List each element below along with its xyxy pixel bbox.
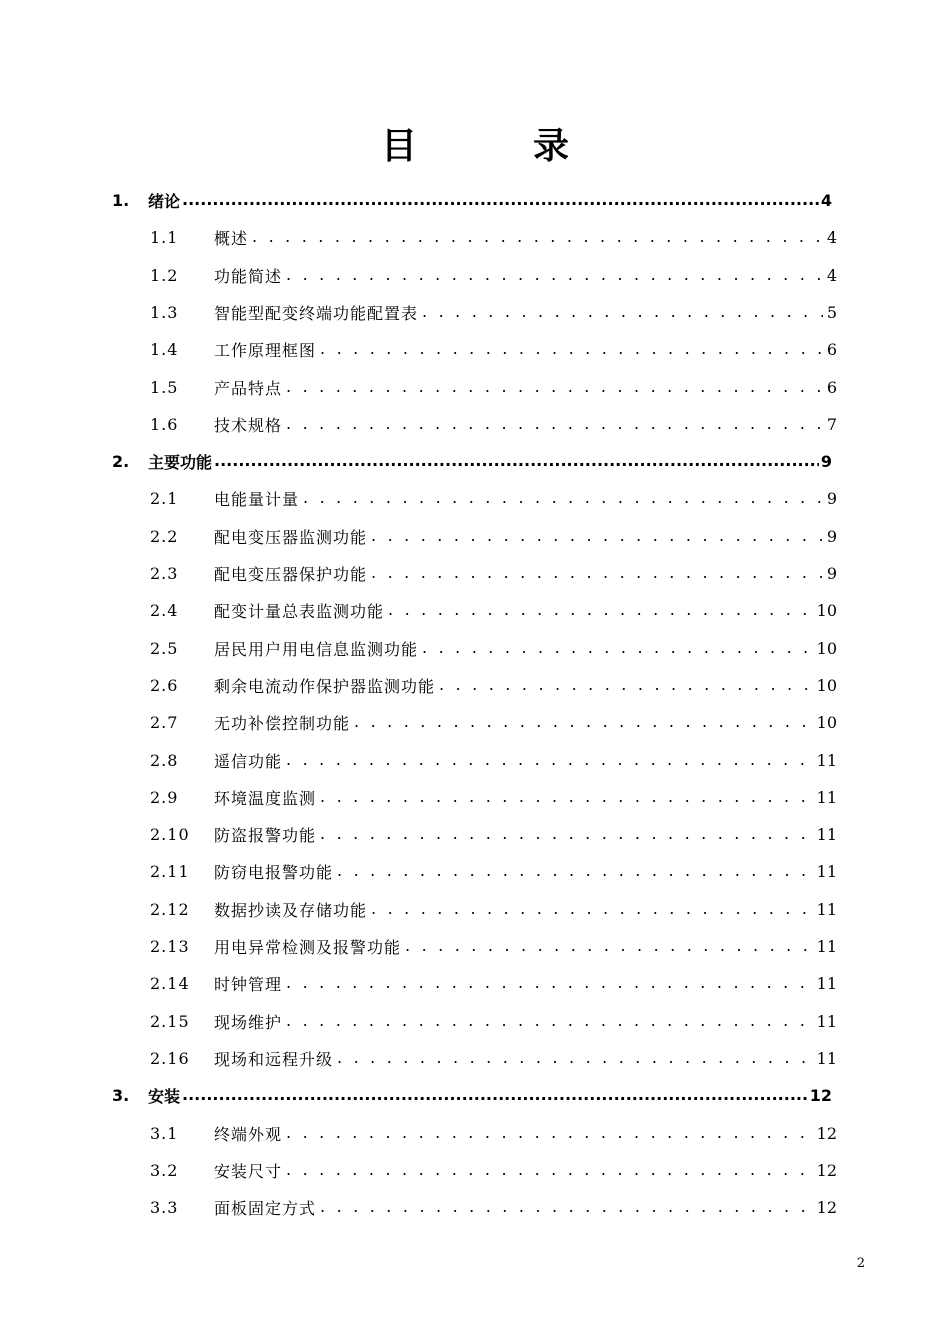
toc-entry-number: 1.5 bbox=[150, 377, 179, 397]
toc-entry-page: 11 bbox=[816, 899, 837, 919]
toc-entry-page: 11 bbox=[816, 825, 837, 845]
toc-leader-dots bbox=[286, 1003, 813, 1040]
toc-entry-number: 2.11 bbox=[150, 862, 190, 882]
toc-leader-dots bbox=[214, 443, 819, 480]
toc-entry-title: 防窃电报警功能 bbox=[214, 863, 334, 883]
toc-entry-page: 11 bbox=[816, 862, 837, 882]
toc-section-entry[interactable] bbox=[150, 891, 837, 928]
toc-entry-number: 3.1 bbox=[150, 1123, 179, 1143]
toc-entry-number: 2.9 bbox=[150, 787, 179, 807]
toc-leader-dots bbox=[320, 816, 813, 853]
toc-entry-number: 3.2 bbox=[150, 1160, 179, 1180]
toc-section-entry[interactable] bbox=[150, 779, 837, 816]
toc-entry-title: 安装 bbox=[148, 1087, 181, 1107]
toc-entry-title: 产品特点 bbox=[214, 378, 283, 398]
toc-entry-number: 1.3 bbox=[150, 302, 179, 322]
toc-leader-dots bbox=[286, 257, 823, 294]
toc-leader-dots bbox=[286, 965, 813, 1002]
toc-leader-dots bbox=[286, 406, 823, 443]
toc-entry-title: 配变计量总表监测功能 bbox=[214, 602, 385, 622]
page-title: 目 录 bbox=[380, 126, 609, 167]
toc-entry-number: 2.13 bbox=[150, 937, 190, 956]
toc-section-entry[interactable] bbox=[150, 369, 837, 406]
toc-section-entry[interactable] bbox=[150, 1040, 837, 1077]
toc-entry-title: 工作原理框图 bbox=[214, 341, 317, 361]
toc-leader-dots bbox=[388, 592, 813, 629]
toc-leader-dots bbox=[182, 182, 819, 219]
toc-leader-dots bbox=[371, 891, 813, 928]
toc-leader-dots bbox=[320, 1189, 813, 1226]
toc-section-entry[interactable] bbox=[150, 1115, 837, 1152]
toc-entry-number: 2.15 bbox=[150, 1011, 190, 1031]
toc-entry-page: 12 bbox=[816, 1198, 837, 1218]
toc-entry-page: 11 bbox=[816, 974, 837, 994]
toc-entry-title: 剩余电流动作保护器监测功能 bbox=[214, 676, 436, 696]
toc-entry-number: 3.3 bbox=[150, 1198, 179, 1218]
toc-entry-title: 面板固定方式 bbox=[214, 1199, 317, 1219]
toc-leader-dots bbox=[286, 1115, 813, 1152]
toc-entry-page: 6 bbox=[826, 377, 837, 397]
toc-entry-title: 用电异常检测及报警功能 bbox=[214, 938, 402, 957]
toc-section-entry[interactable] bbox=[150, 219, 837, 256]
toc-entry-number: 2.8 bbox=[150, 750, 179, 770]
toc-section-entry[interactable] bbox=[150, 1003, 837, 1040]
toc-entry-page: 12 bbox=[809, 1086, 832, 1106]
toc-entry-title: 主要功能 bbox=[148, 453, 213, 473]
toc-section-entry[interactable] bbox=[150, 853, 837, 890]
toc-entry-title: 环境温度监测 bbox=[214, 788, 317, 808]
toc-section-entry[interactable] bbox=[150, 1152, 837, 1189]
toc-leader-dots bbox=[422, 294, 823, 331]
toc-entry-title: 功能简述 bbox=[214, 266, 283, 286]
page-number: 2 bbox=[856, 1256, 865, 1271]
toc-section-entry[interactable] bbox=[150, 518, 837, 555]
toc-section-entry[interactable] bbox=[150, 742, 837, 779]
toc-section-entry[interactable] bbox=[150, 294, 837, 331]
toc-entry-number: 1.4 bbox=[150, 340, 179, 360]
toc-entry-title: 无功补偿控制功能 bbox=[214, 714, 351, 734]
toc-entry-number: 2.3 bbox=[150, 564, 179, 583]
toc-entry-title: 技术规格 bbox=[214, 415, 283, 435]
toc-entry-title: 绪论 bbox=[148, 192, 181, 211]
toc-entry-number: 2.7 bbox=[150, 713, 179, 733]
toc-entry-page: 4 bbox=[826, 228, 837, 248]
toc-entry-number: 2.5 bbox=[150, 638, 179, 658]
toc-section-entry[interactable] bbox=[150, 257, 837, 294]
toc-leader-dots bbox=[286, 1152, 813, 1189]
toc-section-entry[interactable] bbox=[150, 592, 837, 629]
toc-leader-dots bbox=[354, 704, 813, 741]
toc-entry-page: 9 bbox=[826, 489, 837, 509]
toc-entry-page: 10 bbox=[816, 713, 837, 733]
toc-entry-page: 10 bbox=[816, 601, 837, 621]
toc-entry-page: 9 bbox=[826, 526, 837, 546]
toc-leader-dots bbox=[252, 219, 823, 256]
toc-entry-page: 11 bbox=[816, 1048, 837, 1068]
toc-entry-title: 居民用户用电信息监测功能 bbox=[214, 639, 419, 659]
toc-entry-page: 11 bbox=[816, 750, 837, 770]
toc-leader-dots bbox=[371, 555, 823, 592]
toc-entry-title: 现场和远程升级 bbox=[214, 1049, 334, 1069]
toc-section-entry[interactable] bbox=[150, 816, 837, 853]
toc-entry-number: 1.1 bbox=[150, 228, 179, 248]
toc-leader-dots bbox=[422, 630, 813, 667]
toc-entry-title: 概述 bbox=[214, 229, 249, 249]
toc-leader-dots bbox=[320, 779, 813, 816]
toc-entry-title: 时钟管理 bbox=[214, 975, 283, 995]
toc-chapter-entry[interactable] bbox=[112, 182, 832, 219]
toc-entry-number: 2.12 bbox=[150, 899, 190, 919]
toc-entry-page: 11 bbox=[816, 787, 837, 807]
toc-entry-number: 2.2 bbox=[150, 526, 179, 546]
toc-section-entry[interactable] bbox=[150, 667, 837, 704]
toc-leader-dots bbox=[286, 742, 813, 779]
toc-entry-page: 4 bbox=[820, 191, 832, 210]
toc-entry-page: 11 bbox=[816, 937, 837, 956]
toc-entry-title: 遥信功能 bbox=[214, 751, 283, 771]
toc-entry-title: 现场维护 bbox=[214, 1012, 283, 1032]
toc-entry-number: 2. bbox=[112, 452, 130, 472]
toc-entry-title: 配电变压器监测功能 bbox=[214, 527, 368, 547]
toc-entry-page: 10 bbox=[816, 675, 837, 695]
toc-leader-dots bbox=[337, 853, 813, 890]
toc-entry-title: 配电变压器保护功能 bbox=[214, 565, 368, 584]
toc-entry-title: 防盗报警功能 bbox=[214, 826, 317, 846]
toc-entry-page: 12 bbox=[816, 1160, 837, 1180]
toc-entry-number: 2.1 bbox=[150, 489, 179, 509]
toc-entry-number: 1.6 bbox=[150, 414, 179, 434]
toc-entry-page: 10 bbox=[816, 638, 837, 658]
toc-entry-title: 数据抄读及存储功能 bbox=[214, 900, 368, 920]
toc-entry-page: 7 bbox=[826, 414, 837, 434]
toc-leader-dots bbox=[439, 667, 813, 704]
toc-leader-dots bbox=[405, 928, 813, 965]
toc-entry-page: 11 bbox=[816, 1011, 837, 1031]
toc-leader-dots bbox=[303, 480, 823, 517]
toc-section-entry[interactable] bbox=[150, 704, 837, 741]
toc-leader-dots bbox=[286, 369, 823, 406]
toc-entry-number: 2.10 bbox=[150, 825, 190, 845]
toc-entry-title: 终端外观 bbox=[214, 1124, 283, 1144]
toc-entry-number: 3. bbox=[112, 1086, 130, 1106]
toc-entry-page: 6 bbox=[826, 340, 837, 360]
toc-entry-page: 5 bbox=[826, 302, 837, 322]
toc-leader-dots bbox=[337, 1040, 813, 1077]
toc-section-entry[interactable] bbox=[150, 406, 837, 443]
toc-entry-number: 1.2 bbox=[150, 265, 179, 285]
toc-leader-dots bbox=[371, 518, 823, 555]
toc-entry-page: 9 bbox=[820, 452, 832, 472]
toc-entry-number: 2.4 bbox=[150, 601, 179, 621]
toc-chapter-entry[interactable] bbox=[112, 1077, 832, 1114]
toc-section-entry[interactable] bbox=[150, 480, 837, 517]
toc-entry-title: 电能量计量 bbox=[214, 490, 300, 510]
toc-section-entry[interactable] bbox=[150, 331, 837, 368]
toc-entry-number: 2.14 bbox=[150, 974, 190, 994]
toc-section-entry[interactable] bbox=[150, 965, 837, 1002]
toc-entry-title: 安装尺寸 bbox=[214, 1161, 283, 1181]
toc-entry-number: 2.16 bbox=[150, 1048, 190, 1068]
toc-section-entry[interactable] bbox=[150, 630, 837, 667]
toc-section-entry[interactable] bbox=[150, 555, 837, 592]
toc-chapter-entry[interactable] bbox=[112, 443, 832, 480]
toc-entry-page: 9 bbox=[826, 564, 837, 583]
toc-leader-dots bbox=[182, 1077, 808, 1114]
toc-entry-title: 智能型配变终端功能配置表 bbox=[214, 303, 419, 323]
toc-entry-number: 2.6 bbox=[150, 675, 179, 695]
toc-section-entry[interactable] bbox=[150, 928, 837, 965]
toc-section-entry[interactable] bbox=[150, 1189, 837, 1226]
toc-entry-page: 4 bbox=[826, 265, 837, 285]
toc-entry-number: 1. bbox=[112, 191, 130, 210]
toc-leader-dots bbox=[320, 331, 823, 368]
toc-entry-page: 12 bbox=[816, 1123, 837, 1143]
